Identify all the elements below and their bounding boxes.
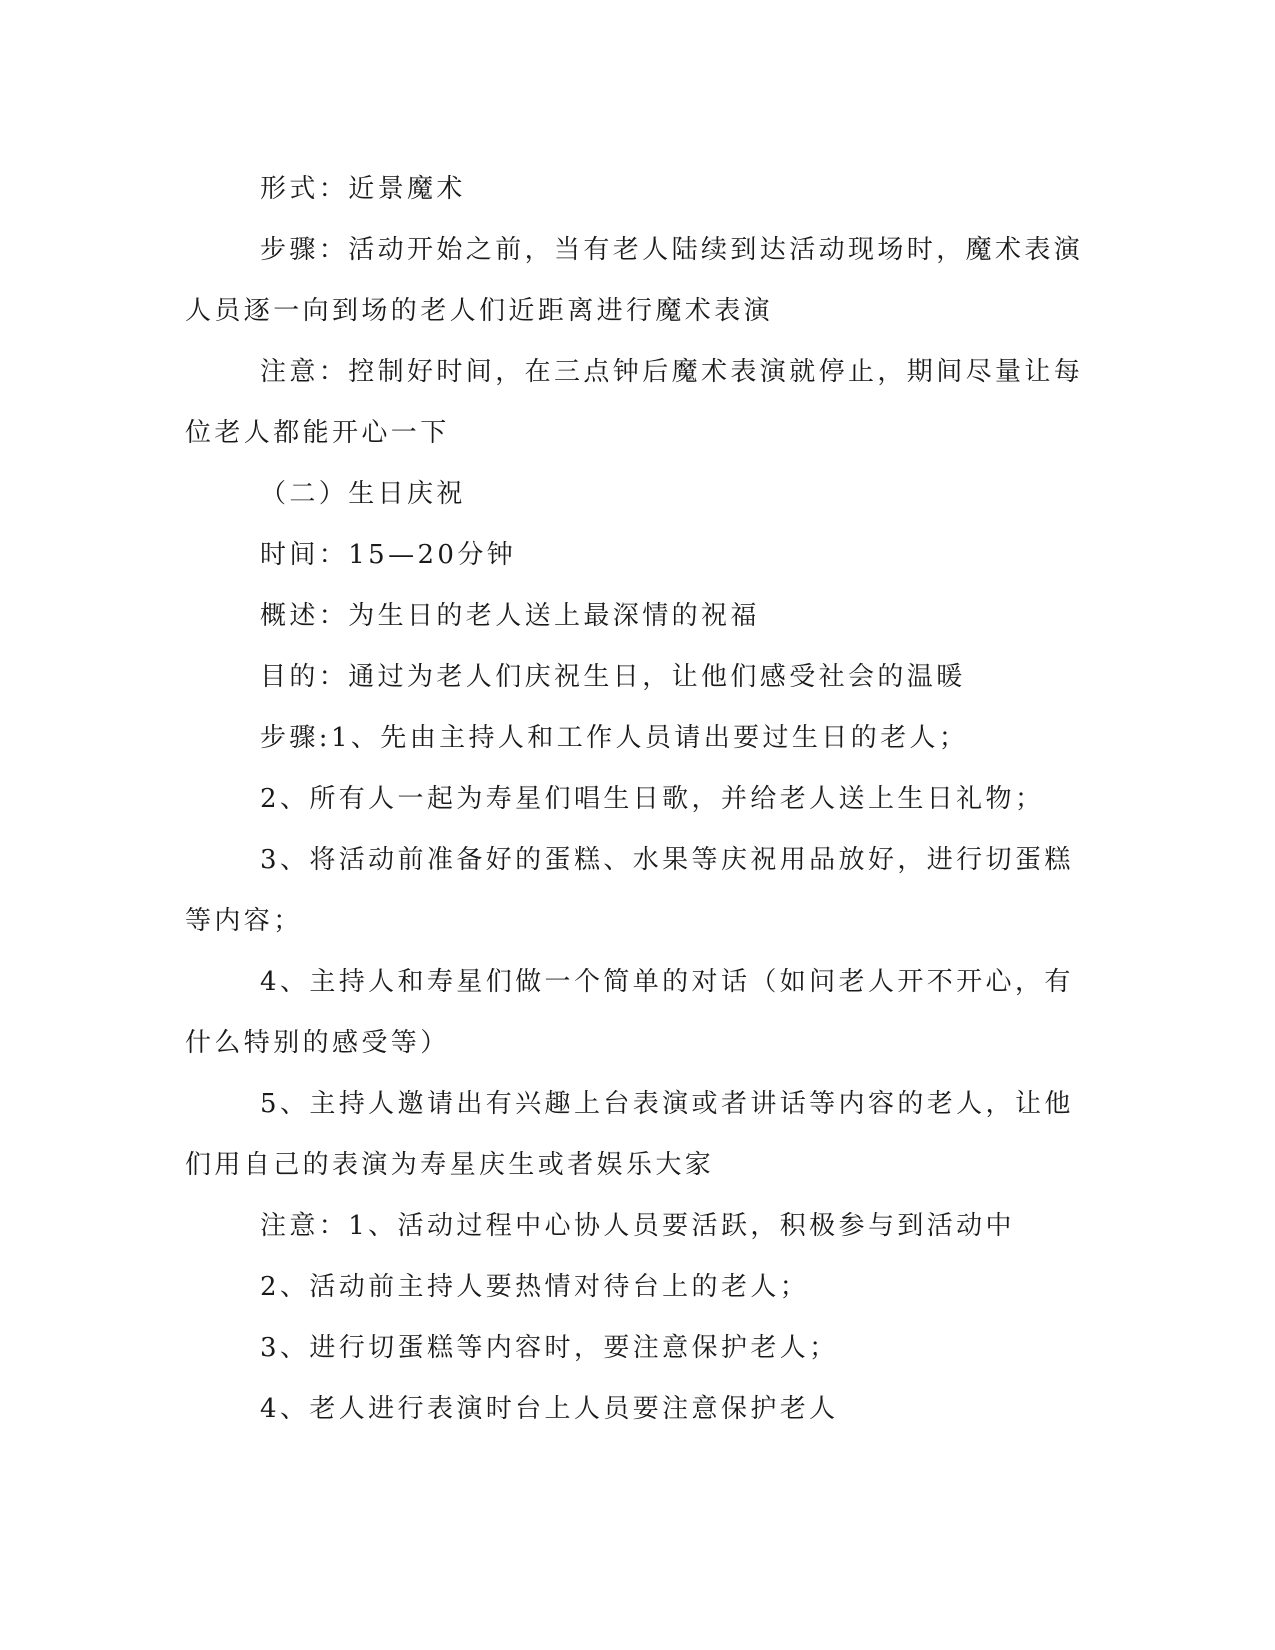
paragraph-line: 2、活动前主持人要热情对待台上的老人；: [260, 1272, 810, 1302]
paragraph-line: 目的：通过为老人们庆祝生日，让他们感受社会的温暖: [260, 662, 966, 692]
paragraph-line: 什么特别的感受等）: [185, 1028, 450, 1058]
paragraph-line: 3、将活动前准备好的蛋糕、水果等庆祝用品放好，进行切蛋糕: [260, 845, 1074, 875]
paragraph-line: 等内容；: [185, 906, 303, 936]
paragraph-line: 注意：控制好时间，在三点钟后魔术表演就停止，期间尽量让每: [260, 357, 1084, 387]
paragraph-line: 5、主持人邀请出有兴趣上台表演或者讲话等内容的老人，让他: [260, 1089, 1074, 1119]
document-body: [185, 159, 1084, 1440]
paragraph-line: 步骤:1、先由主持人和工作人员请出要过生日的老人；: [260, 723, 969, 753]
paragraph-line: 2、所有人一起为寿星们唱生日歌，并给老人送上生日礼物；: [260, 784, 1045, 814]
paragraph-line: 3、进行切蛋糕等内容时，要注意保护老人；: [260, 1333, 839, 1363]
paragraph-line: 概述：为生日的老人送上最深情的祝福: [260, 601, 760, 631]
section-heading: （二）生日庆祝: [260, 479, 466, 509]
paragraph-line: 形式：近景魔术: [260, 174, 466, 204]
paragraph-line: 注意：1、活动过程中心协人员要活跃，积极参与到活动中: [260, 1211, 1015, 1241]
paragraph-line: 们用自己的表演为寿星庆生或者娱乐大家: [185, 1150, 715, 1180]
paragraph-line: 时间：15—20分钟: [260, 540, 517, 570]
paragraph-line: 4、老人进行表演时台上人员要注意保护老人: [260, 1394, 839, 1424]
paragraph-line: 4、主持人和寿星们做一个简单的对话（如问老人开不开心，有: [260, 967, 1074, 997]
paragraph-line: 人员逐一向到场的老人们近距离进行魔术表演: [185, 296, 774, 326]
paragraph-line: 步骤：活动开始之前，当有老人陆续到达活动现场时，魔术表演: [260, 235, 1084, 265]
paragraph-line: 位老人都能开心一下: [185, 418, 450, 448]
